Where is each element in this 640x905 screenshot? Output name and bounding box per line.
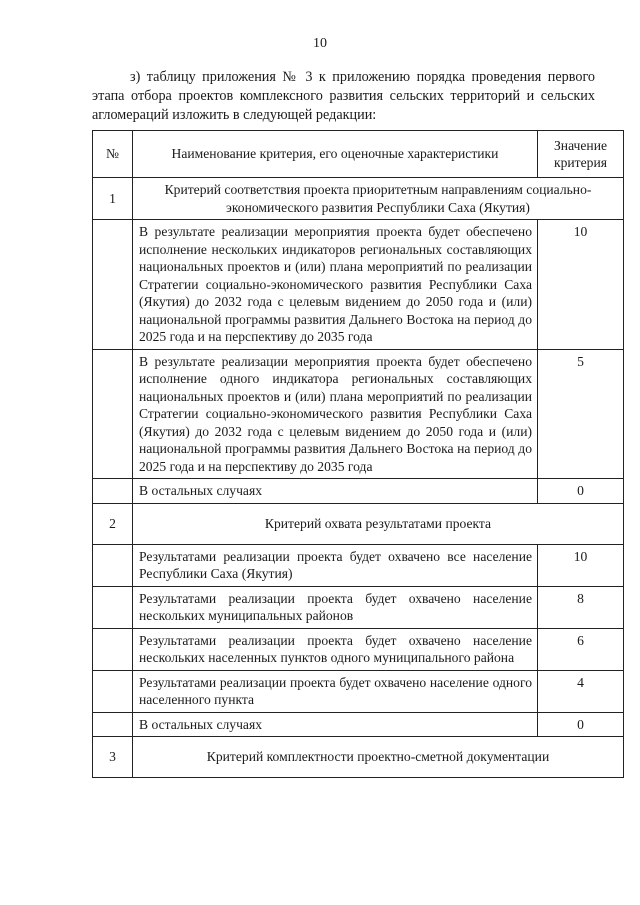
empty-num-cell: [93, 349, 133, 479]
table-row: [93, 670, 624, 712]
criterion-title: Критерий комплектности проектно-сметной документации: [133, 737, 624, 778]
table-row: [93, 220, 624, 350]
characteristic-text: В остальных случаях: [133, 479, 538, 504]
table-row: [93, 628, 624, 670]
criterion-group-row: [93, 503, 624, 544]
criterion-value: 8: [538, 586, 624, 628]
criterion-group-row: [93, 178, 624, 220]
empty-num-cell: [93, 628, 133, 670]
criterion-title: Критерий охвата результатами проекта: [133, 503, 624, 544]
empty-num-cell: [93, 670, 133, 712]
header-name: Наименование критерия, его оценочные характеристики: [133, 131, 538, 178]
empty-num-cell: [93, 586, 133, 628]
table-row: [93, 349, 624, 479]
table-row: [93, 479, 624, 504]
table-row: [93, 712, 624, 737]
intro-line-3: агломераций изложить в следующей редакции:: [92, 107, 377, 123]
criterion-value: 5: [538, 349, 624, 479]
characteristic-text: В результате реализации мероприятия проекта будет обеспечено исполнение одного индикатора региональных составляющих национальных проектов и (или) плана мероприятий по реализации Стратегии социально-экономического развития Республики Саха (Якутия) до 2032 года с целевым видением до 2050 года и (или) национальной программы развития Дальнего Востока на период до 2025 года и на перспективу до 2035 года: [133, 349, 538, 479]
table-header-row: [93, 131, 624, 178]
empty-num-cell: [93, 479, 133, 504]
criterion-group-row: [93, 737, 624, 778]
empty-num-cell: [93, 220, 133, 350]
characteristic-text: В остальных случаях: [133, 712, 538, 737]
characteristic-text: Результатами реализации проекта будет охвачено все население Республики Саха (Якутия): [133, 544, 538, 586]
criteria-table: [92, 130, 624, 778]
criterion-number: 1: [93, 178, 133, 220]
header-num: №: [93, 131, 133, 178]
table-row: [93, 544, 624, 586]
intro-line-2: этапа отбора проектов комплексного развития сельских территорий и сельских: [92, 88, 595, 104]
criterion-number: 2: [93, 503, 133, 544]
criterion-value: 0: [538, 712, 624, 737]
criterion-value: 4: [538, 670, 624, 712]
header-value: Значение критерия: [538, 131, 624, 178]
characteristic-text: Результатами реализации проекта будет охвачено население нескольких муниципальных районов: [133, 586, 538, 628]
empty-num-cell: [93, 544, 133, 586]
criterion-value: 6: [538, 628, 624, 670]
intro-line-1: з) таблицу приложения № 3 к приложению порядка проведения первого: [130, 69, 595, 85]
criterion-value: 10: [538, 220, 624, 350]
empty-num-cell: [93, 712, 133, 737]
criterion-value: 10: [538, 544, 624, 586]
page-number: 10: [313, 36, 327, 51]
intro-paragraph: [92, 68, 595, 125]
characteristic-text: Результатами реализации проекта будет охвачено население одного населенного пункта: [133, 670, 538, 712]
characteristic-text: Результатами реализации проекта будет охвачено население нескольких населенных пунктов одного муниципального района: [133, 628, 538, 670]
criterion-title: Критерий соответствия проекта приоритетным направлениям социально-экономического развития Республики Саха (Якутия): [133, 178, 624, 220]
criterion-number: 3: [93, 737, 133, 778]
characteristic-text: В результате реализации мероприятия проекта будет обеспечено исполнение нескольких индикаторов региональных составляющих национальных проектов и (или) плана мероприятий по реализации Стратегии социально-экономического развития Республики Саха (Якутия) до 2032 года с целевым видением до 2050 года и (или) национальной программы развития Дальнего Востока на период до 2025 года и на перспективу до 2035 года: [133, 220, 538, 350]
criterion-value: 0: [538, 479, 624, 504]
table-row: [93, 586, 624, 628]
